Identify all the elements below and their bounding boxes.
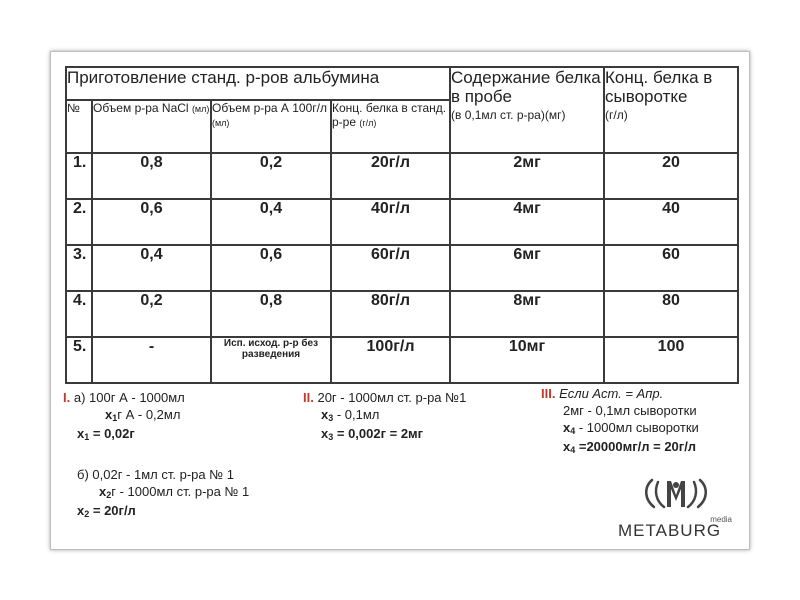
note-ii-text1: 20г - 1000мл ст. р-ра №1 xyxy=(317,390,467,405)
var-x: x xyxy=(99,484,107,499)
note-i-b-label: б) xyxy=(77,467,89,482)
note-iii-line3 xyxy=(541,419,746,438)
nacl-volume: - xyxy=(92,337,211,383)
note-ii xyxy=(303,389,533,444)
col5-title: Содержание белка в пробе xyxy=(451,68,601,106)
var-x: x xyxy=(563,420,571,435)
protein-mg: 6мг xyxy=(450,245,604,291)
a-volume: 0,8 xyxy=(211,291,331,337)
note-ii-text2: - 0,1мл xyxy=(333,407,380,422)
col6-title: Конц. белка в сыворотке xyxy=(605,68,713,106)
table-row xyxy=(66,153,738,199)
col2-label: Объем р-ра NaCl xyxy=(93,101,189,116)
row-number: 4. xyxy=(66,291,92,337)
serum-concentration: 40 xyxy=(604,199,738,245)
slide xyxy=(50,51,750,550)
note-iii-line4 xyxy=(541,438,746,457)
a-volume: 0,4 xyxy=(211,199,331,245)
note-iii-text1: Если Аст. = Апр. xyxy=(559,386,664,401)
var-x: x xyxy=(321,426,329,441)
var-sub: 4 xyxy=(570,445,576,455)
nacl-volume: 0,6 xyxy=(92,199,211,245)
nacl-volume: 0,2 xyxy=(92,291,211,337)
note-i-b-line1 xyxy=(77,466,327,483)
table-row xyxy=(66,337,738,383)
note-i-a-line3 xyxy=(63,425,303,444)
note-iii-line1 xyxy=(541,385,746,402)
serum-concentration: 80 xyxy=(604,291,738,337)
albumin-table xyxy=(65,66,739,384)
note-ii-line1 xyxy=(303,389,533,406)
var-x: x xyxy=(321,407,329,422)
col4-unit: (г/л) xyxy=(359,118,377,129)
protein-mg: 10мг xyxy=(450,337,604,383)
protein-mg: 4мг xyxy=(450,199,604,245)
col4-header xyxy=(331,100,450,152)
std-concentration: 100г/л xyxy=(331,337,450,383)
note-i-a-text1: 100г А - 1000мл xyxy=(89,390,185,405)
std-concentration: 20г/л xyxy=(331,153,450,199)
table-title: Приготовление станд. р-ров альбумина xyxy=(66,67,450,100)
note-i-a-line2 xyxy=(63,406,303,425)
logo-media-text: media xyxy=(710,515,732,524)
table-row xyxy=(66,199,738,245)
note-iii-text2: 2мг - 0,1мл сыворотки xyxy=(563,403,697,418)
note-iii-result: =20000мг/л = 20г/л xyxy=(575,439,697,454)
note-ii-line2 xyxy=(303,406,533,425)
var-x: x xyxy=(77,503,85,518)
a-volume: 0,2 xyxy=(211,153,331,199)
note-iii-text3: - 1000мл сыворотки xyxy=(575,420,699,435)
var-sub: 1 xyxy=(112,413,118,423)
col5-sub: (в 0,1мл ст. р-ра)(мг) xyxy=(451,108,566,122)
std-concentration: 60г/л xyxy=(331,245,450,291)
a-volume: Исп. исход. р-р без разведения xyxy=(211,337,331,383)
note-i-a-label: а) xyxy=(73,390,86,405)
var-sub: 3 xyxy=(328,432,334,442)
std-concentration: 40г/л xyxy=(331,199,450,245)
col6-sub: (г/л) xyxy=(605,108,628,122)
note-i-b xyxy=(77,466,327,521)
roman-numeral-i: I. xyxy=(63,390,71,405)
a-volume: 0,6 xyxy=(211,245,331,291)
table-row xyxy=(66,291,738,337)
metaburg-logo xyxy=(614,477,744,539)
serum-concentration: 100 xyxy=(604,337,738,383)
roman-numeral-ii: II. xyxy=(303,390,314,405)
row-number: 5. xyxy=(66,337,92,383)
col3-label: Объем р-ра А 100г/л xyxy=(212,101,327,116)
note-i xyxy=(63,389,303,444)
col1-header: № xyxy=(66,100,92,152)
var-x: x xyxy=(77,426,85,441)
note-i-b-line3 xyxy=(77,502,327,521)
var-sub: 1 xyxy=(84,432,90,442)
var-sub: 2 xyxy=(106,490,112,500)
row-number: 1. xyxy=(66,153,92,199)
row-number: 2. xyxy=(66,199,92,245)
note-i-a-text2: г А - 0,2мл xyxy=(117,407,181,422)
note-ii-line3 xyxy=(303,425,533,444)
col2-header xyxy=(92,100,211,152)
serum-concentration: 60 xyxy=(604,245,738,291)
var-x: x xyxy=(563,439,571,454)
note-i-b-result: = 20г/л xyxy=(89,503,136,518)
col3-unit: (мл) xyxy=(212,118,230,129)
var-sub: 2 xyxy=(84,509,90,519)
col6-header xyxy=(604,67,738,153)
table-row xyxy=(66,245,738,291)
note-iii xyxy=(541,385,746,457)
nacl-volume: 0,4 xyxy=(92,245,211,291)
serum-concentration: 20 xyxy=(604,153,738,199)
note-i-b-line2 xyxy=(77,483,327,502)
note-i-a-line1 xyxy=(63,389,303,406)
nacl-volume: 0,8 xyxy=(92,153,211,199)
var-sub: 3 xyxy=(328,413,334,423)
col4-label: Конц. белка в станд. р-ре xyxy=(332,101,447,130)
note-i-a-result: = 0,02г xyxy=(89,426,135,441)
note-i-b-text2: г - 1000мл ст. р-ра № 1 xyxy=(111,484,250,499)
var-x: x xyxy=(105,407,113,422)
row-number: 3. xyxy=(66,245,92,291)
note-ii-result: = 0,002г = 2мг xyxy=(333,426,424,441)
var-sub: 4 xyxy=(570,426,576,436)
protein-mg: 8мг xyxy=(450,291,604,337)
logo-name: METABURG xyxy=(618,521,722,540)
col3-header xyxy=(211,100,331,152)
note-i-b-text1: 0,02г - 1мл ст. р-ра № 1 xyxy=(92,467,235,482)
col2-unit: (мл) xyxy=(191,104,210,115)
roman-numeral-iii: III. xyxy=(541,386,556,401)
std-concentration: 80г/л xyxy=(331,291,450,337)
protein-mg: 2мг xyxy=(450,153,604,199)
col5-header xyxy=(450,67,604,153)
